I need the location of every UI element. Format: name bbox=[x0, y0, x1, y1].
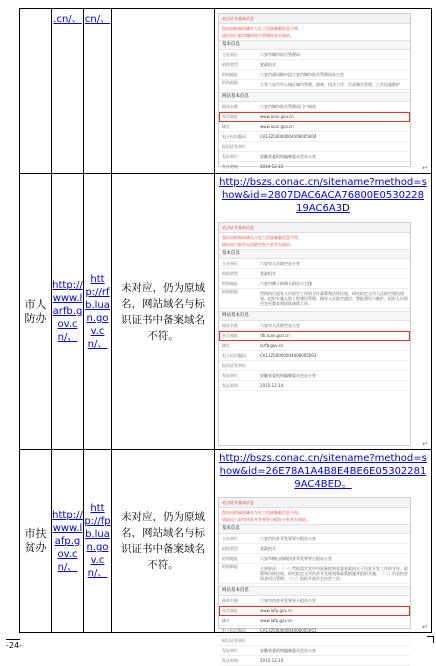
screenshot-field-label: 首页网址 bbox=[222, 333, 238, 338]
certificate-url-tail: 。 bbox=[341, 479, 352, 490]
screenshot-field-value: 党政机关 bbox=[260, 546, 276, 551]
screenshot-header: 站点证书基本信息 bbox=[219, 14, 410, 24]
certificate-url[interactable]: http://bszs.conac.cn/sitename?method=show&id=26E78A1A4B8E4BE6E053022819AC4BED bbox=[219, 453, 427, 490]
screenshot-field-label: 主办单位 bbox=[222, 536, 238, 541]
status-description: 未对应，仍为原域名，网站域名与标识证书中备案域名不符。 bbox=[121, 281, 205, 342]
screenshot-field-row bbox=[219, 259, 410, 269]
screenshot-field-label: 域名 bbox=[222, 343, 230, 348]
screenshot-field-row bbox=[219, 564, 410, 584]
screenshot-field-value: 安徽省委机构编制委员会办公室 bbox=[260, 154, 316, 159]
screenshot-field-row bbox=[219, 279, 410, 289]
screenshot-field-label: 机构类型 bbox=[222, 62, 238, 67]
unit-name: 市人防办 bbox=[24, 297, 47, 325]
screenshot-warning: 您访问的网站域名与在工信部备案信息不符， bbox=[222, 235, 302, 240]
screenshot-field-row bbox=[219, 544, 410, 554]
screenshot-field-row bbox=[219, 60, 410, 70]
screenshot-field-value: 六安市扶贫开发领导小组办公室 bbox=[260, 598, 316, 603]
screenshot-field-value bbox=[260, 361, 410, 370]
screenshot-field-label: 机构类型 bbox=[222, 546, 238, 551]
unit-name-cell bbox=[20, 450, 52, 633]
original-url-link[interactable]: .cn/、 bbox=[53, 14, 82, 25]
footer-rule bbox=[6, 639, 20, 640]
certificate-url-tail: D bbox=[342, 203, 350, 214]
new-url-link[interactable]: http://fpb.luan.gov.cn/、 bbox=[84, 503, 111, 579]
screenshot-field-row bbox=[219, 102, 410, 112]
screenshot-header: 站点证书基本信息 bbox=[219, 498, 410, 508]
certificate-url[interactable]: http://bszs.conac.cn/sitename?method=show&id=2807DAC6ACA76800E053022819AC6A3 bbox=[219, 177, 427, 214]
status-cell bbox=[112, 9, 215, 174]
screenshot-field-value: rfb.luan.gov.cn bbox=[260, 333, 290, 338]
original-url-link[interactable]: http://www.lafp.gov.cn/、 bbox=[52, 509, 83, 573]
screenshot-field-value: larfb.gov.cn bbox=[260, 343, 284, 348]
screenshot-field-value: 贯彻执行国家人民防空工作的方针政策和法律法规，研究拟定全市人民防空建设规划、组织实施人防工程建设管理、指导人民防空通信、警报建设与维护，组织人民防空宣传教育和训练演练工作。 bbox=[260, 291, 408, 306]
screenshot-field-row bbox=[219, 554, 410, 564]
screenshot-field-row bbox=[219, 656, 410, 666]
original-url-cell bbox=[52, 450, 84, 633]
new-url-link[interactable]: cn/、 bbox=[84, 14, 111, 25]
screenshot-field-label: 机构地址 bbox=[222, 556, 238, 561]
screenshot-field-value bbox=[260, 142, 410, 151]
screenshot-field-value: 安徽省委机构编制委员会办公室 bbox=[260, 648, 316, 653]
screenshot-field-label: 发证时间 bbox=[222, 383, 238, 388]
screenshot-field-label: 网站名称 bbox=[222, 598, 238, 603]
screenshot-field-row bbox=[219, 646, 410, 656]
screenshot-field-value: 六安市梅山南路扶贫开发领导小组办公室 bbox=[260, 556, 332, 561]
cell-end-mark: ↵ bbox=[422, 164, 428, 172]
screenshot-field-value: 主管六安市中心城区城市管理、園林、执法工作；负责城市管理、公共设施维护 bbox=[260, 82, 400, 87]
unit-name: 市扶贫办 bbox=[24, 527, 47, 554]
screenshot-section-title: 网站基本信息 bbox=[219, 311, 410, 321]
certificate-screenshot bbox=[218, 13, 411, 167]
certificate-screenshot bbox=[218, 222, 411, 446]
screenshot-field-label: 主办单位 bbox=[222, 52, 238, 57]
table-row bbox=[20, 450, 432, 633]
screenshot-field-value: CA13250000004406005001 bbox=[260, 628, 317, 633]
screenshot-field-label: 首页网址 bbox=[222, 608, 238, 613]
screenshot-section-title: 基本信息 bbox=[219, 249, 410, 259]
original-url-cell bbox=[52, 174, 84, 450]
new-url-cell bbox=[84, 450, 112, 633]
screenshot-field-value: 六安市城市综合管理局门户网站 bbox=[260, 104, 316, 109]
screenshot-field-row bbox=[219, 341, 410, 351]
screenshot-field-label: 机构职能 bbox=[222, 564, 238, 569]
screenshot-field-label: 机构职能 bbox=[222, 289, 238, 294]
screenshot-field-label: 发证单位 bbox=[222, 154, 238, 159]
screenshot-field-value: 2014-12-22 bbox=[260, 164, 284, 169]
screenshot-field-label: 标识证发单位 bbox=[222, 638, 246, 643]
screenshot-field-value: 主要职责：（一）贯彻落实党中央国务院和省委省政府关于扶贫开发工作的方针、政策和法律法规，研究拟定全市扶贫开发规划和政策措施并组织实施；（二）负责扶贫资金项目管理；（三）组织开展社会扶贫工作。 bbox=[260, 566, 408, 581]
screenshot-field-label: 网站名称 bbox=[222, 104, 238, 109]
screenshot-section-title: 基本信息 bbox=[219, 40, 410, 50]
screenshot-field-row bbox=[219, 269, 410, 279]
screenshot-field-value: www.luan.gov.cn bbox=[260, 114, 294, 119]
screenshot-field-value: 党政机关 bbox=[260, 62, 276, 67]
new-url-link[interactable]: http://rfb.luan.gov.cn/、 bbox=[85, 273, 110, 350]
screenshot-field-label: 电子标识编码 bbox=[222, 628, 246, 633]
unit-name-cell bbox=[20, 174, 52, 450]
screenshot-field-label: 首页网址 bbox=[222, 114, 238, 119]
screenshot-field-row bbox=[219, 351, 410, 361]
screenshot-field-value: 六安市通讯路中段六安市城市综合管理局办公室 bbox=[260, 72, 344, 77]
screenshot-field-row bbox=[219, 534, 410, 544]
status-description: 未对应，仍为原域名，网站域名与标识证书中备案域名不符。 bbox=[121, 511, 205, 571]
screenshot-field-value: 党政机关 bbox=[260, 271, 276, 276]
screenshot-field-row bbox=[219, 142, 410, 152]
screenshot-field-label: 发证时间 bbox=[222, 164, 238, 169]
screenshot-field-label: 域名 bbox=[222, 124, 230, 129]
screenshot-field-label: 发证时间 bbox=[222, 658, 238, 663]
table-row bbox=[20, 9, 432, 174]
screenshot-field-row bbox=[219, 112, 410, 122]
screenshot-field-row bbox=[219, 70, 410, 80]
cell-end-mark: ↵ bbox=[422, 623, 428, 631]
screenshot-field-row bbox=[219, 331, 410, 341]
page-corner-mark bbox=[427, 636, 434, 643]
screenshot-field-label: 发证单位 bbox=[222, 373, 238, 378]
screenshot-field-row bbox=[219, 152, 410, 162]
new-url-cell bbox=[84, 9, 112, 174]
screenshot-section-title: 基本信息 bbox=[219, 524, 410, 534]
screenshot-field-value: 六安市城市综合管理局 bbox=[260, 52, 300, 57]
rectification-table bbox=[19, 8, 432, 663]
screenshot-field-value: 2015-12-10 bbox=[260, 658, 284, 663]
screenshot-field-row bbox=[219, 132, 410, 142]
screenshot-field-label: 标识证发单位 bbox=[222, 363, 246, 368]
screenshot-field-value: 2015-12-14 bbox=[260, 383, 284, 388]
evidence-cell bbox=[215, 450, 432, 663]
evidence-cell bbox=[215, 174, 432, 450]
screenshot-field-row bbox=[219, 361, 410, 371]
screenshot-warning: 请访问六安市城市综合管理局官方网站。 bbox=[222, 33, 294, 38]
screenshot-field-row bbox=[219, 606, 410, 616]
screenshot-field-label: 机构地址 bbox=[222, 281, 238, 286]
screenshot-field-label: 机构地址 bbox=[222, 72, 238, 77]
screenshot-warning: 请访问六安市扶贫开发领导小组办公室官方网站。 bbox=[222, 517, 310, 522]
status-cell bbox=[112, 450, 215, 633]
screenshot-field-row bbox=[219, 371, 410, 381]
screenshot-field-value: 六安市人民防空办公室 bbox=[260, 261, 300, 266]
screenshot-field-row bbox=[219, 289, 410, 309]
screenshot-field-label: 标识证发单位 bbox=[222, 144, 246, 149]
screenshot-header: 站点证书基本信息 bbox=[219, 223, 410, 233]
screenshot-field-row bbox=[219, 616, 410, 626]
screenshot-field-row bbox=[219, 321, 410, 331]
original-url-link[interactable]: http://www.larfb.gov.cn/、 bbox=[52, 280, 83, 343]
screenshot-field-value: www.luan.gov.cn bbox=[260, 124, 294, 129]
certificate-screenshot bbox=[218, 497, 411, 663]
page-number: -24- bbox=[6, 641, 22, 650]
screenshot-field-value: 六安市佛子岭路人防办公大楼 bbox=[260, 281, 312, 286]
screenshot-field-label: 域名 bbox=[222, 618, 230, 623]
screenshot-field-row bbox=[219, 626, 410, 636]
screenshot-field-row bbox=[219, 636, 410, 646]
screenshot-field-value: CA13250000004406005003 bbox=[260, 353, 317, 358]
unit-name-cell bbox=[20, 9, 52, 174]
certificate-link[interactable] bbox=[215, 450, 431, 491]
evidence-cell bbox=[215, 9, 432, 174]
screenshot-field-label: 发证单位 bbox=[222, 648, 238, 653]
screenshot-field-label: 机构类型 bbox=[222, 271, 238, 276]
certificate-link[interactable] bbox=[215, 174, 431, 215]
status-cell bbox=[112, 174, 215, 450]
screenshot-section-title: 网站基本信息 bbox=[219, 586, 410, 596]
screenshot-field-row bbox=[219, 381, 410, 391]
screenshot-field-value: www.lafp.gov.cn bbox=[260, 608, 293, 613]
screenshot-field-value: CA13250000004406005004 bbox=[260, 134, 317, 139]
screenshot-field-row bbox=[219, 596, 410, 606]
screenshot-field-label: 电子标识编码 bbox=[222, 353, 246, 358]
screenshot-field-row bbox=[219, 50, 410, 60]
table-row bbox=[20, 174, 432, 450]
screenshot-field-label: 电子标识编码 bbox=[222, 134, 246, 139]
screenshot-warning: 您访问的网站域名与在工信部备案信息不符， bbox=[222, 26, 302, 31]
screenshot-warning: 请访问六安市人民防空办公室官方网站。 bbox=[222, 242, 294, 247]
screenshot-field-value: 安徽省委机构编制委员会办公室 bbox=[260, 373, 316, 378]
screenshot-section-title: 网站基本信息 bbox=[219, 92, 410, 102]
original-url-cell bbox=[52, 9, 84, 174]
screenshot-field-label: 主办单位 bbox=[222, 261, 238, 266]
new-url-cell bbox=[84, 174, 112, 450]
screenshot-field-value: www.lafp.gov.cn bbox=[260, 618, 293, 623]
screenshot-field-label: 机构职能 bbox=[222, 80, 238, 85]
screenshot-field-value: 六安市人民防空办公室 bbox=[260, 323, 300, 328]
screenshot-warning: 您访问的网站域名与在工信部备案信息不符， bbox=[222, 510, 302, 515]
screenshot-field-value: 六安市扶贫开发领导小组办公室 bbox=[260, 536, 316, 541]
screenshot-field-value bbox=[260, 636, 410, 645]
screenshot-field-label: 网站名称 bbox=[222, 323, 238, 328]
screenshot-field-row bbox=[219, 80, 410, 90]
screenshot-field-row bbox=[219, 122, 410, 132]
screenshot-field-row bbox=[219, 162, 410, 172]
cell-end-mark: ↵ bbox=[422, 440, 428, 448]
